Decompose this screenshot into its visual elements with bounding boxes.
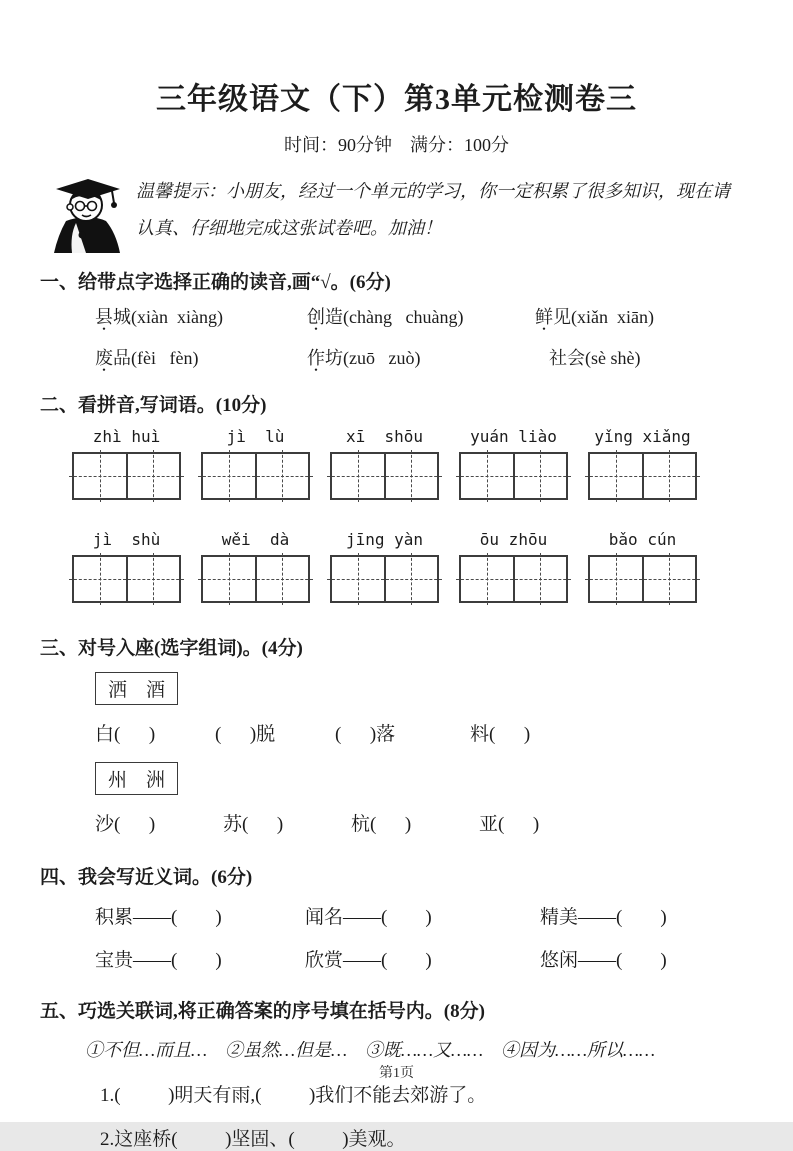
pinyin-grid-unit <box>330 427 439 500</box>
grid-cell <box>126 557 180 601</box>
phonetic-item: 县城(xiàn xiàng) <box>95 307 223 327</box>
section-4-row-1 <box>95 902 793 929</box>
phonetic-item: 鲜见(xiǎn xiān) <box>535 307 654 327</box>
writing-grid <box>201 555 310 603</box>
pinyin-grid-unit <box>330 530 439 603</box>
synonym-item: 宝贵——( ) <box>95 950 222 971</box>
grid-cell <box>384 557 438 601</box>
grid-cell <box>332 557 384 601</box>
grid-cell <box>590 454 642 498</box>
section-1-row-2 <box>95 344 793 370</box>
tip-text <box>136 173 730 247</box>
section-3-heading: 三、对号入座(选字组词)。(4分) <box>40 638 303 659</box>
fill-blank-item: 料( ) <box>470 724 531 745</box>
synonym-item: 精美——( ) <box>540 907 667 928</box>
synonym-item: 悠闲——( ) <box>540 950 667 971</box>
section-4-row-2 <box>95 945 793 972</box>
fill-blank-item: 苏( ) <box>223 814 284 835</box>
writing-grid <box>330 452 439 500</box>
synonym-item: 积累——( ) <box>95 907 222 928</box>
fill-blank-item: ( )脱 <box>215 724 276 745</box>
grid-cell <box>513 454 567 498</box>
phonetic-item: 社会(sè shè) <box>549 348 641 368</box>
pinyin-label: yuán liào <box>470 427 557 446</box>
writing-grid <box>459 452 568 500</box>
grid-cell <box>203 454 255 498</box>
pinyin-grid-unit <box>459 427 568 500</box>
pinyin-label: jīng yàn <box>345 530 424 549</box>
conjunction-options: ①不但…而且… ②虽然…但是… ③既……又…… ④因为……所以…… <box>85 1040 656 1060</box>
grid-cell <box>642 557 696 601</box>
pinyin-grid-row-1 <box>72 427 793 500</box>
pinyin-label: jì shù <box>92 530 161 549</box>
pinyin-grid-unit <box>588 530 697 603</box>
grid-cell <box>513 557 567 601</box>
section-2-heading: 二、看拼音,写词语。(10分) <box>40 395 267 416</box>
grid-cell <box>255 454 309 498</box>
section-3-line-2 <box>95 809 793 836</box>
phonetic-item: 废品(fèi fèn) <box>95 348 199 368</box>
writing-grid <box>330 555 439 603</box>
writing-grid <box>72 555 181 603</box>
pinyin-grid-unit <box>588 427 697 500</box>
writing-grid <box>588 452 697 500</box>
pinyin-grid-unit <box>201 427 310 500</box>
page-footer: 第1页 <box>379 1066 414 1081</box>
pinyin-label: yǐng xiǎng <box>594 427 691 446</box>
grid-cell <box>461 557 513 601</box>
grid-cell <box>384 454 438 498</box>
pinyin-grid-unit <box>72 427 181 500</box>
char-choice-box-1: 洒 酒 <box>95 672 178 705</box>
page-title: 三年级语文（下）第3单元检测卷三 <box>156 83 637 116</box>
grid-cell <box>642 454 696 498</box>
grid-cell <box>74 454 126 498</box>
pinyin-label: xī shōu <box>345 427 424 446</box>
section-1-heading: 一、给带点字选择正确的读音,画“√。(6分) <box>40 272 391 293</box>
section-1-row-1 <box>95 303 793 329</box>
writing-grid <box>459 555 568 603</box>
writing-grid <box>588 555 697 603</box>
pinyin-grid-row-2 <box>72 530 793 603</box>
pinyin-grid-unit <box>201 530 310 603</box>
grid-cell <box>126 454 180 498</box>
grid-cell <box>255 557 309 601</box>
pinyin-grid-unit <box>72 530 181 603</box>
pinyin-label: bǎo cún <box>608 530 677 549</box>
section-5-heading: 五、巧选关联词,将正确答案的序号填在括号内。(8分) <box>40 1001 485 1022</box>
tip-line-2: 认真、仔细地完成这张试卷吧。加油！ <box>136 218 442 238</box>
question-line-2: 2.这座桥( )坚固、( )美观。 <box>100 1129 406 1150</box>
phonetic-item: 作坊(zuō zuò) <box>307 348 421 368</box>
grid-cell <box>590 557 642 601</box>
pinyin-label: jì lù <box>226 427 285 446</box>
tip-line-1: 温馨提示：小朋友，经过一个单元的学习，你一定积累了很多知识，现在请 <box>136 181 730 201</box>
pinyin-label: wěi dà <box>221 530 290 549</box>
fill-blank-item: 沙( ) <box>95 814 156 835</box>
fill-blank-item: ( )落 <box>335 724 396 745</box>
grid-cell <box>332 454 384 498</box>
grid-cell <box>461 454 513 498</box>
pinyin-label: ōu zhōu <box>479 530 548 549</box>
synonym-item: 欣赏——( ) <box>305 950 432 971</box>
synonym-item: 闻名——( ) <box>305 907 432 928</box>
char-choice-box-2: 州 洲 <box>95 762 178 795</box>
fill-blank-item: 白( ) <box>95 724 156 745</box>
pinyin-label: zhì huì <box>92 427 161 446</box>
tip-box <box>46 173 755 257</box>
pinyin-grid-unit <box>459 530 568 603</box>
page-meta: 时间：90分钟 满分：100分 <box>284 135 509 155</box>
graduate-kid-icon <box>46 173 130 257</box>
writing-grid <box>201 452 310 500</box>
grid-cell <box>203 557 255 601</box>
phonetic-item: 创造(chàng chuàng) <box>307 307 464 327</box>
writing-grid <box>72 452 181 500</box>
fill-blank-item: 杭( ) <box>351 814 412 835</box>
question-line-1: 1.( )明天有雨,( )我们不能去郊游了。 <box>100 1085 487 1106</box>
grid-cell <box>74 557 126 601</box>
section-4-heading: 四、我会写近义词。(6分) <box>40 867 253 888</box>
fill-blank-item: 亚( ) <box>479 814 540 835</box>
section-3-line-1 <box>95 719 793 746</box>
